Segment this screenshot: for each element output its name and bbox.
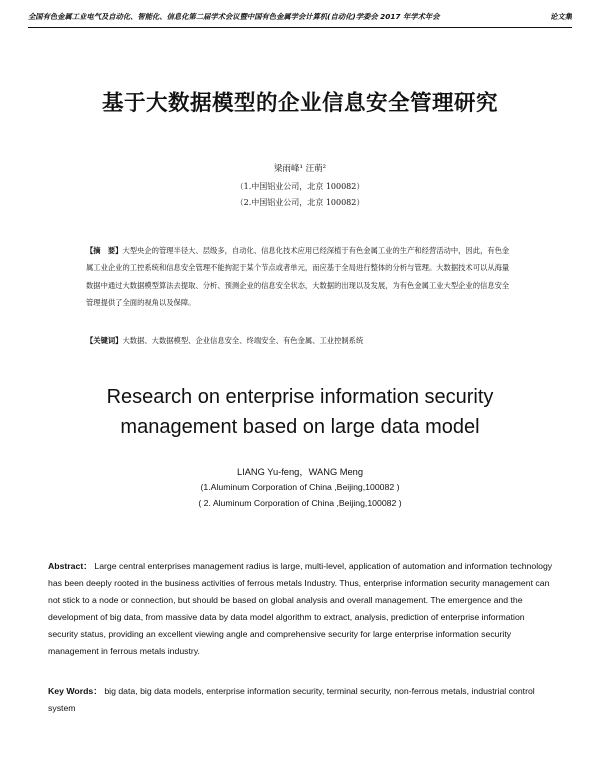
running-header xyxy=(28,12,572,28)
english-abstract-text: Large central enterprises management radius is large, multi-level, application of automation and information technology has been deeply rooted in the business activities of ferrous metals Industry. Thus, enterprise information security management can not stick to a node or connection, but should be based on global analysis and overall management. The emergence and the development of big data, from massive data by data model algorithm to extract, analysis, prediction of enterprise information security status, providing an excellent viewing angle and comprehensive security for large enterprise information security management in ferrous metals industry. xyxy=(48,561,553,656)
english-title-line-1: Research on enterprise information security xyxy=(106,386,494,408)
english-keywords xyxy=(48,683,556,717)
english-title-line-2: management based on large data model xyxy=(120,416,480,438)
header-conference: 全国有色金属工业电气及自动化、智能化、信息化第二届学术会议暨中国有色金属学会计算机(自动化)学委会 2017 年学术年会 xyxy=(28,12,440,21)
chinese-affiliation-1: （1.中国铝业公司，北京 100082） xyxy=(235,182,365,191)
english-keywords-label: Key Words： xyxy=(48,686,102,696)
chinese-affiliation-2: （2.中国铝业公司，北京 100082） xyxy=(235,198,365,207)
chinese-keywords xyxy=(86,336,526,346)
english-abstract-label: Abstract： xyxy=(48,561,92,571)
chinese-keywords-text: 大数据、大数据模型、企业信息安全、终端安全、有色金属、工业控制系统 xyxy=(122,336,364,345)
chinese-keywords-label: 【关键词】 xyxy=(86,336,123,345)
english-affiliation-1: (1.Aluminum Corporation of China ,Beijing,100082 ) xyxy=(200,482,400,492)
english-abstract xyxy=(48,558,556,660)
chinese-abstract xyxy=(86,242,512,311)
chinese-abstract-label: 【摘 要】 xyxy=(86,246,123,255)
chinese-authors: 梁雨峰¹ 汪萌² xyxy=(273,164,327,174)
english-authors: LIANG Yu-feng，WANG Meng xyxy=(236,467,364,477)
english-affiliation-2: ( 2. Aluminum Corporation of China ,Beijing,100082 ) xyxy=(198,498,402,508)
chinese-abstract-text: 大型央企的管理半径大、层级多，自动化、信息化技术应用已经深植于有色金属工业的生产和经营活动中，因此，有色金属工业企业的工控系统和信息安全管理不能拘泥于某个节点或者单元，而应基于全局进行整体的分析与管理。大数据技术可以从海量数据中通过大数据模型算法去提取、分析、预测企业的信息安全状态，大数据的出现以及发展，为有色金属工业大型企业的信息安全管理提供了全面的视角以及保障。 xyxy=(86,246,510,307)
header-section: 论文集 xyxy=(550,12,572,21)
chinese-title: 基于大数据模型的企业信息安全管理研究 xyxy=(101,91,498,116)
english-keywords-text: big data, big data models, enterprise information security, terminal security, non-ferrous metals, industrial control system xyxy=(48,686,535,713)
english-title xyxy=(0,382,600,442)
